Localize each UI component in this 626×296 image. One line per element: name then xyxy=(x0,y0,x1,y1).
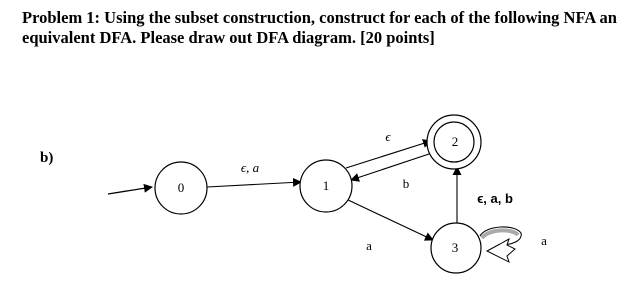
edge-0-1 xyxy=(207,182,301,187)
edge-label-3-3: a xyxy=(541,233,547,248)
edge-label-0-1: ϵ, a xyxy=(240,160,260,175)
state-0-label: 0 xyxy=(177,180,185,195)
edge-label-1-2: ϵ xyxy=(385,129,391,144)
edge-2-1 xyxy=(351,153,432,180)
state-1-label: 1 xyxy=(322,178,330,193)
start-arrow xyxy=(108,187,152,194)
problem-line-1: Problem 1: Using the subset construction, construct for each of the following NFA an xyxy=(22,8,617,27)
state-3-label: 3 xyxy=(451,240,459,255)
problem-line-2: equivalent DFA. Please draw out DFA diagram. [20 points] xyxy=(22,28,435,47)
edge-1-2 xyxy=(346,141,431,168)
edge-1-3 xyxy=(346,199,433,240)
edge-label-1-3: a xyxy=(366,238,372,253)
edge-label-3-2: ϵ, a, b xyxy=(477,191,513,206)
state-2-label: 2 xyxy=(451,134,459,149)
part-label: b) xyxy=(40,150,54,166)
self-loop-3 xyxy=(480,227,521,262)
edge-label-2-1: b xyxy=(402,176,410,191)
